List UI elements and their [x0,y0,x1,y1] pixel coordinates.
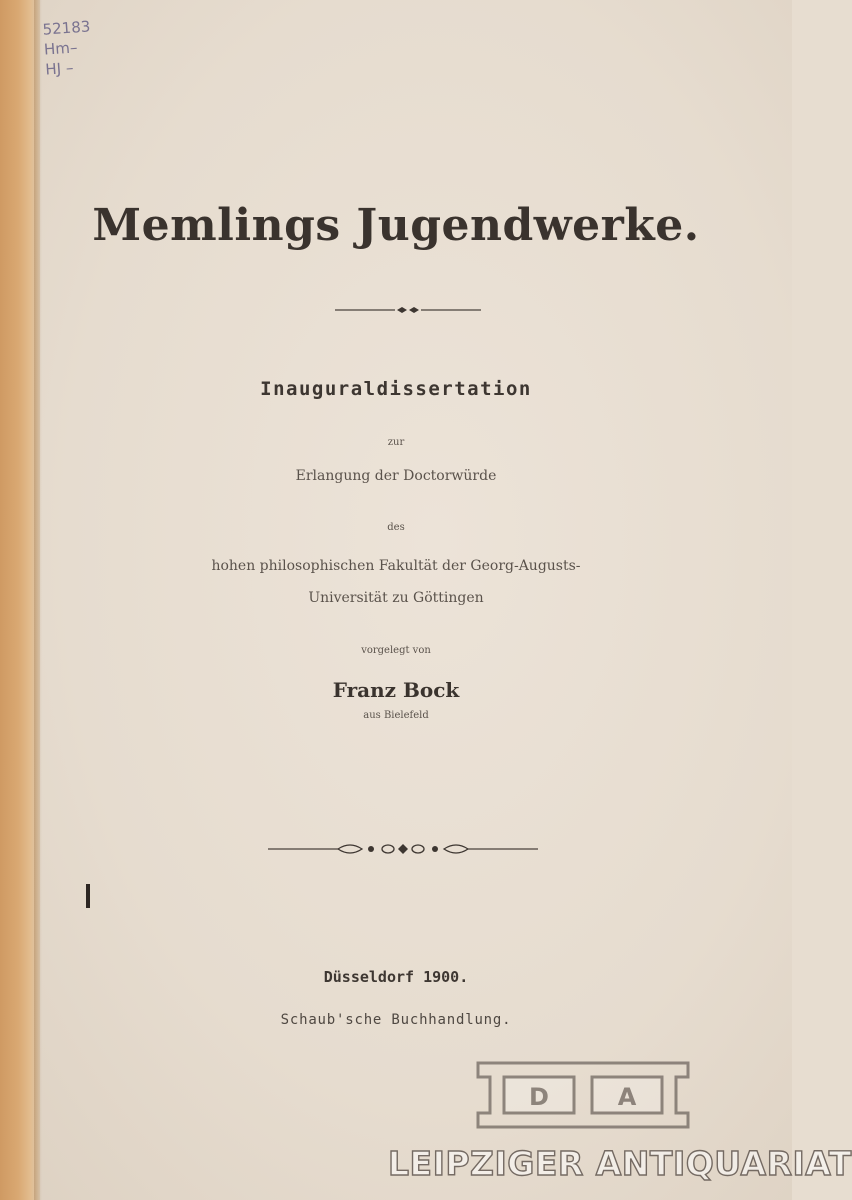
text-line: des [387,522,405,533]
watermark-logo-letter: A [617,1083,637,1111]
watermark-text: LEIPZIGER ANTIQUARIAT [388,1144,852,1183]
place-and-year: Düsseldorf 1900. [323,968,469,986]
publisher: Schaub'sche Buchhandlung. [280,1012,512,1028]
ink-mark [86,884,90,908]
pencil-notes [42,16,94,79]
subtitle: Inauguraldissertation [260,378,532,400]
text-line: vorgelegt von [361,645,431,656]
text-line: Erlangung der Doctorwürde [295,468,497,484]
text-line: zur [387,437,405,448]
text-line: hohen philosophischen Fakultät der Georg-Augusts- [211,558,581,574]
author-name: Franz Bock [332,678,460,702]
pencil-note: Hm– [43,38,79,59]
title-rule-ornament [335,303,481,317]
watermark-logo-letter: D [529,1083,549,1111]
bottom-ornament [268,838,538,860]
author-origin: aus Bielefeld [363,710,429,721]
book-title: Memlings Jugendwerke. [92,200,700,251]
pencil-note: HJ – [44,58,74,79]
watermark-logo [470,1055,696,1135]
pencil-note: 52183 [42,17,91,39]
text-line: Universität zu Göttingen [308,590,484,606]
